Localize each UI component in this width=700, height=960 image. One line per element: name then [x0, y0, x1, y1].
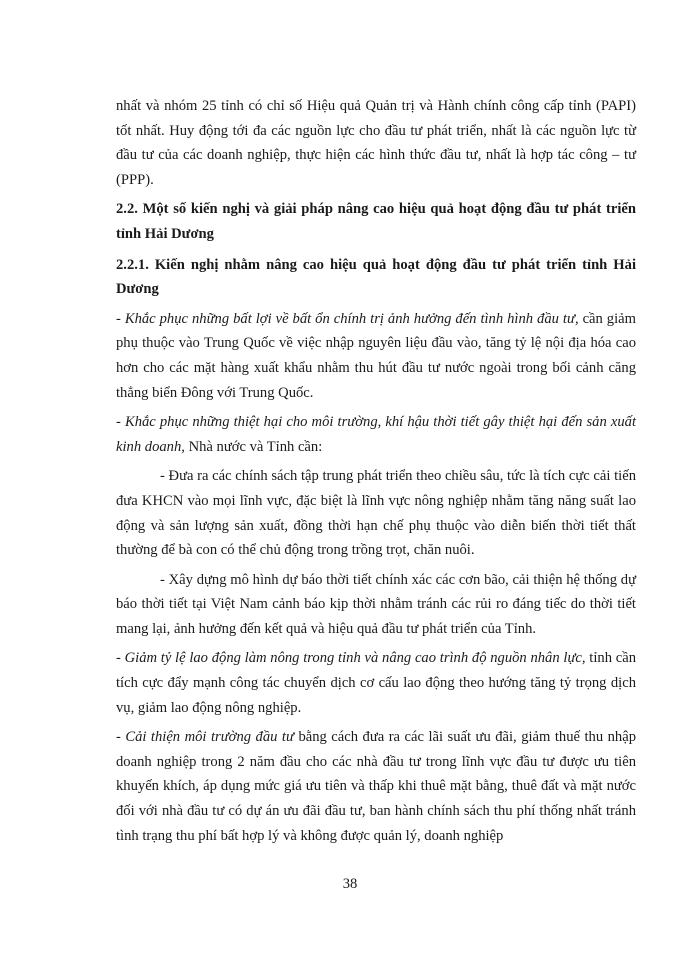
subsection-heading: 2.2.1. Kiến nghị nhằm nâng cao hiệu quả hoạt động đầu tư phát triển tỉnh Hải Dương — [116, 256, 636, 298]
recommendation-text: cần giảm phụ thuộc vào Trung Quốc về việc nhập nguyên liệu đầu vào, tăng tỷ lệ nội địa hóa cao hơn cho các mặt hàng xuất khẩu nhằm thu hút đầu tư nước ngoài trong bối cảnh căng thẳng biển Đông với Trung Quốc. — [116, 310, 636, 401]
sub-recommendation-paragraph: - Đưa ra các chính sách tập trung phát triển theo chiều sâu, tức là tích cực cải tiến đưa KHCN vào mọi lĩnh vực, đặc biệt là lĩnh vực nông nghiệp nhằm tăng năng suất lao động và sản lượng sản xuất, đồng thời hạn chế phụ thuộc vào diễn biến thời tiết thất thường để bà con có thể chủ động trong trồng trọt, chăn nuôi. — [116, 468, 636, 559]
recommendation-text: bằng cách đưa ra các lãi suất ưu đãi, giảm thuế thu nhập doanh nghiệp trong 2 năm đầu cho các nhà đầu tư trong lĩnh vực đầu tư được ưu tiên khuyến khích, áp dụng mức giá ưu tiên và thấp khi thuê mặt bằng, thuê đất và mặt nước đối với nhà đầu tư có dự án ưu đãi đầu tư, ban hành chính sách thu phí thống nhất tránh tình trạng thu phí bất hợp lý và không được quản lý, doanh nghiệp — [116, 729, 636, 844]
page-number: 38 — [342, 876, 358, 892]
recommendation-text: tỉnh cần tích cực đẩy mạnh công tác chuyển dịch cơ cấu lao động theo hướng tăng tỷ trọng dịch vụ, giảm lao động nông nghiệp. — [116, 650, 636, 716]
sub-recommendation-paragraph: - Xây dựng mô hình dự báo thời tiết chính xác các cơn bão, cải thiện hệ thống dự báo thời tiết tại Việt Nam cảnh báo kịp thời nhằm tránh các rủi ro đáng tiếc do thời tiết mang lại, ảnh hưởng đến kết quả và hiệu quả đầu tư phát triển của Tỉnh. — [116, 571, 636, 637]
section-heading: 2.2. Một số kiến nghị và giải pháp nâng cao hiệu quả hoạt động đầu tư phát triển tỉnh Hải Dương — [116, 201, 636, 242]
recommendation-paragraph — [116, 307, 636, 405]
document-body — [116, 94, 636, 853]
recommendation-lead: - Cải thiện môi trường đầu tư — [116, 729, 294, 746]
recommendation-paragraph — [116, 410, 636, 459]
recommendation-lead: - Khắc phục những bất lợi về bất ổn chính trị ảnh hưởng đến tình hình đầu tư, — [116, 310, 579, 327]
intro-paragraph: nhất và nhóm 25 tỉnh có chỉ số Hiệu quả Quản trị và Hành chính công cấp tỉnh (PAPI) tốt nhất. Huy động tới đa các nguồn lực cho đầu tư phát triển, nhất là các nguồn lực từ đầu tư của các doanh nghiệp, thực hiện các hình thức đầu tư, nhất là hợp tác công – tư (PPP). — [116, 98, 636, 188]
recommendation-lead: - Giảm tỷ lệ lao động làm nông trong tỉnh và nâng cao trình độ nguồn nhân lực, — [116, 650, 586, 667]
recommendation-paragraph — [116, 725, 636, 848]
recommendation-text: Nhà nước và Tỉnh cần: — [184, 438, 323, 455]
recommendation-paragraph — [116, 646, 636, 720]
recommendation-lead: - Khắc phục những thiệt hại cho môi trường, khí hậu thời tiết gây thiệt hại đến sản xuất kinh doanh, — [116, 414, 636, 455]
